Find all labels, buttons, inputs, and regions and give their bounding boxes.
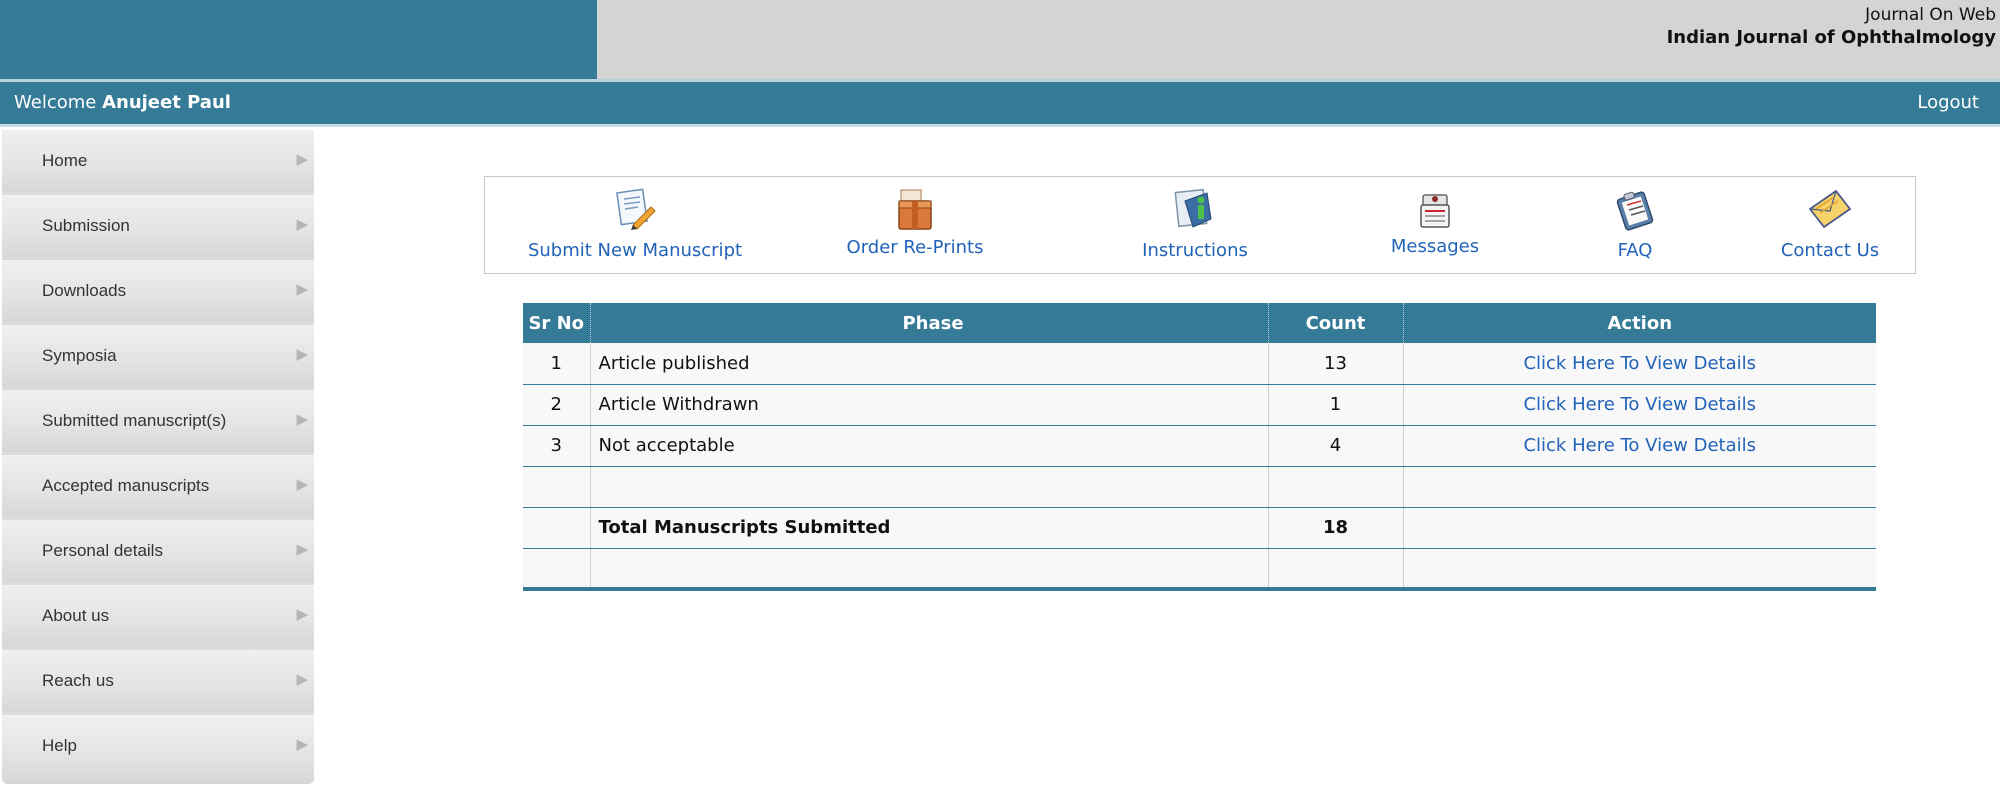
empty-cell <box>523 466 590 507</box>
sidebar-item-label: Personal details <box>42 541 163 560</box>
user-name: Anujeet Paul <box>102 92 231 113</box>
sidebar-item-label: Help <box>42 736 77 755</box>
sidebar-item-about-us[interactable] <box>2 585 314 647</box>
quick-link-label: Submit New Manuscript <box>527 240 743 261</box>
view-details-link[interactable]: Click Here To View Details <box>1523 435 1757 456</box>
empty-cell <box>1268 548 1403 589</box>
messages-icon <box>1411 187 1459 231</box>
column-header-phase: Phase <box>590 303 1268 343</box>
empty-row <box>523 548 1876 589</box>
sidebar-item-label: Submission <box>42 216 130 235</box>
sidebar-item-accepted-manuscripts[interactable] <box>2 455 314 517</box>
table-header-row <box>523 303 1876 343</box>
sr-no-cell: 2 <box>523 384 590 425</box>
sidebar-item-submitted-manuscripts[interactable] <box>2 390 314 452</box>
column-header-count: Count <box>1268 303 1403 343</box>
instructions-link[interactable] <box>1085 177 1305 275</box>
sidebar <box>2 130 314 784</box>
empty-cell <box>1268 466 1403 507</box>
sr-no-cell: 3 <box>523 425 590 466</box>
sidebar-item-label: About us <box>42 606 110 625</box>
sidebar-item-help[interactable] <box>2 715 314 784</box>
sidebar-item-submission[interactable] <box>2 195 314 257</box>
view-details-link[interactable]: Click Here To View Details <box>1523 352 1757 374</box>
quick-link-label: Messages <box>1390 236 1480 257</box>
contact-us-link[interactable] <box>1740 177 1920 275</box>
messages-link[interactable] <box>1345 177 1525 275</box>
count-cell: 13 <box>1268 343 1403 384</box>
column-header-action: Action <box>1403 303 1876 343</box>
empty-cell <box>1403 466 1876 507</box>
chevron-right-icon: ▶ <box>296 280 308 298</box>
chevron-right-icon: ▶ <box>296 410 308 428</box>
chevron-right-icon: ▶ <box>296 215 308 233</box>
action-cell <box>1403 343 1876 384</box>
action-cell <box>1403 384 1876 425</box>
empty-cell <box>590 466 1268 507</box>
empty-cell <box>590 548 1268 589</box>
empty-row <box>523 466 1876 507</box>
table-row <box>523 384 1876 425</box>
quick-link-label: Instructions <box>1142 240 1248 261</box>
welcome-message <box>14 92 231 113</box>
header-banner-left <box>0 0 597 79</box>
sidebar-item-downloads[interactable] <box>2 260 314 322</box>
clipboard-icon <box>1611 187 1659 231</box>
sidebar-item-home[interactable] <box>2 130 314 192</box>
package-icon <box>891 187 939 231</box>
sidebar-item-label: Downloads <box>42 281 127 300</box>
empty-cell <box>1403 548 1876 589</box>
empty-cell <box>523 548 590 589</box>
column-header-sr-no: Sr No <box>523 303 590 343</box>
count-cell: 4 <box>1268 425 1403 466</box>
total-count: 18 <box>1268 507 1403 548</box>
submit-new-manuscript-link[interactable] <box>525 177 745 275</box>
view-details-link[interactable]: Click Here To View Details <box>1523 394 1757 415</box>
sidebar-item-label: Symposia <box>42 346 117 365</box>
empty-cell <box>523 507 590 548</box>
chevron-right-icon: ▶ <box>296 735 308 753</box>
sr-no-cell: 1 <box>523 343 590 384</box>
order-reprints-link[interactable] <box>805 177 1025 275</box>
welcome-prefix: Welcome <box>14 92 97 113</box>
quick-link-label: FAQ <box>1617 240 1653 261</box>
journal-on-web-label: Journal On Web <box>1865 5 1996 25</box>
chevron-right-icon: ▶ <box>296 475 308 493</box>
action-cell <box>1403 425 1876 466</box>
quick-links-panel <box>484 176 1916 274</box>
quick-link-label: Contact Us <box>1780 240 1880 261</box>
sidebar-item-label: Reach us <box>42 671 114 690</box>
chevron-right-icon: ▶ <box>296 605 308 623</box>
welcome-divider <box>0 124 2000 127</box>
chevron-right-icon: ▶ <box>296 345 308 363</box>
chevron-right-icon: ▶ <box>296 150 308 168</box>
sidebar-item-personal-details[interactable] <box>2 520 314 582</box>
welcome-bar <box>0 82 2000 124</box>
sidebar-item-label: Accepted manuscripts <box>42 476 210 495</box>
phase-cell: Article published <box>590 343 1268 384</box>
envelope-icon <box>1806 187 1854 231</box>
chevron-right-icon: ▶ <box>296 540 308 558</box>
manuscript-status-table <box>523 303 1876 591</box>
empty-cell <box>1403 507 1876 548</box>
journal-name: Indian Journal of Ophthalmology <box>1666 27 1996 48</box>
sidebar-item-symposia[interactable] <box>2 325 314 387</box>
header-banner-right <box>597 0 2000 79</box>
sidebar-item-label: Submitted manuscript(s) <box>42 411 227 430</box>
total-label: Total Manuscripts Submitted <box>590 507 1268 548</box>
sidebar-item-reach-us[interactable] <box>2 650 314 712</box>
sidebar-item-label: Home <box>42 151 88 170</box>
count-cell: 1 <box>1268 384 1403 425</box>
total-row <box>523 507 1876 548</box>
table-row <box>523 425 1876 466</box>
faq-link[interactable] <box>1560 177 1710 275</box>
phase-cell: Not acceptable <box>590 425 1268 466</box>
chevron-right-icon: ▶ <box>296 670 308 688</box>
quick-link-label: Order Re-Prints <box>846 237 984 258</box>
phase-cell: Article Withdrawn <box>590 384 1268 425</box>
logout-link[interactable]: Logout <box>1917 92 1979 113</box>
document-pen-icon <box>611 187 659 231</box>
table-row <box>523 343 1876 384</box>
info-icon <box>1171 187 1219 231</box>
